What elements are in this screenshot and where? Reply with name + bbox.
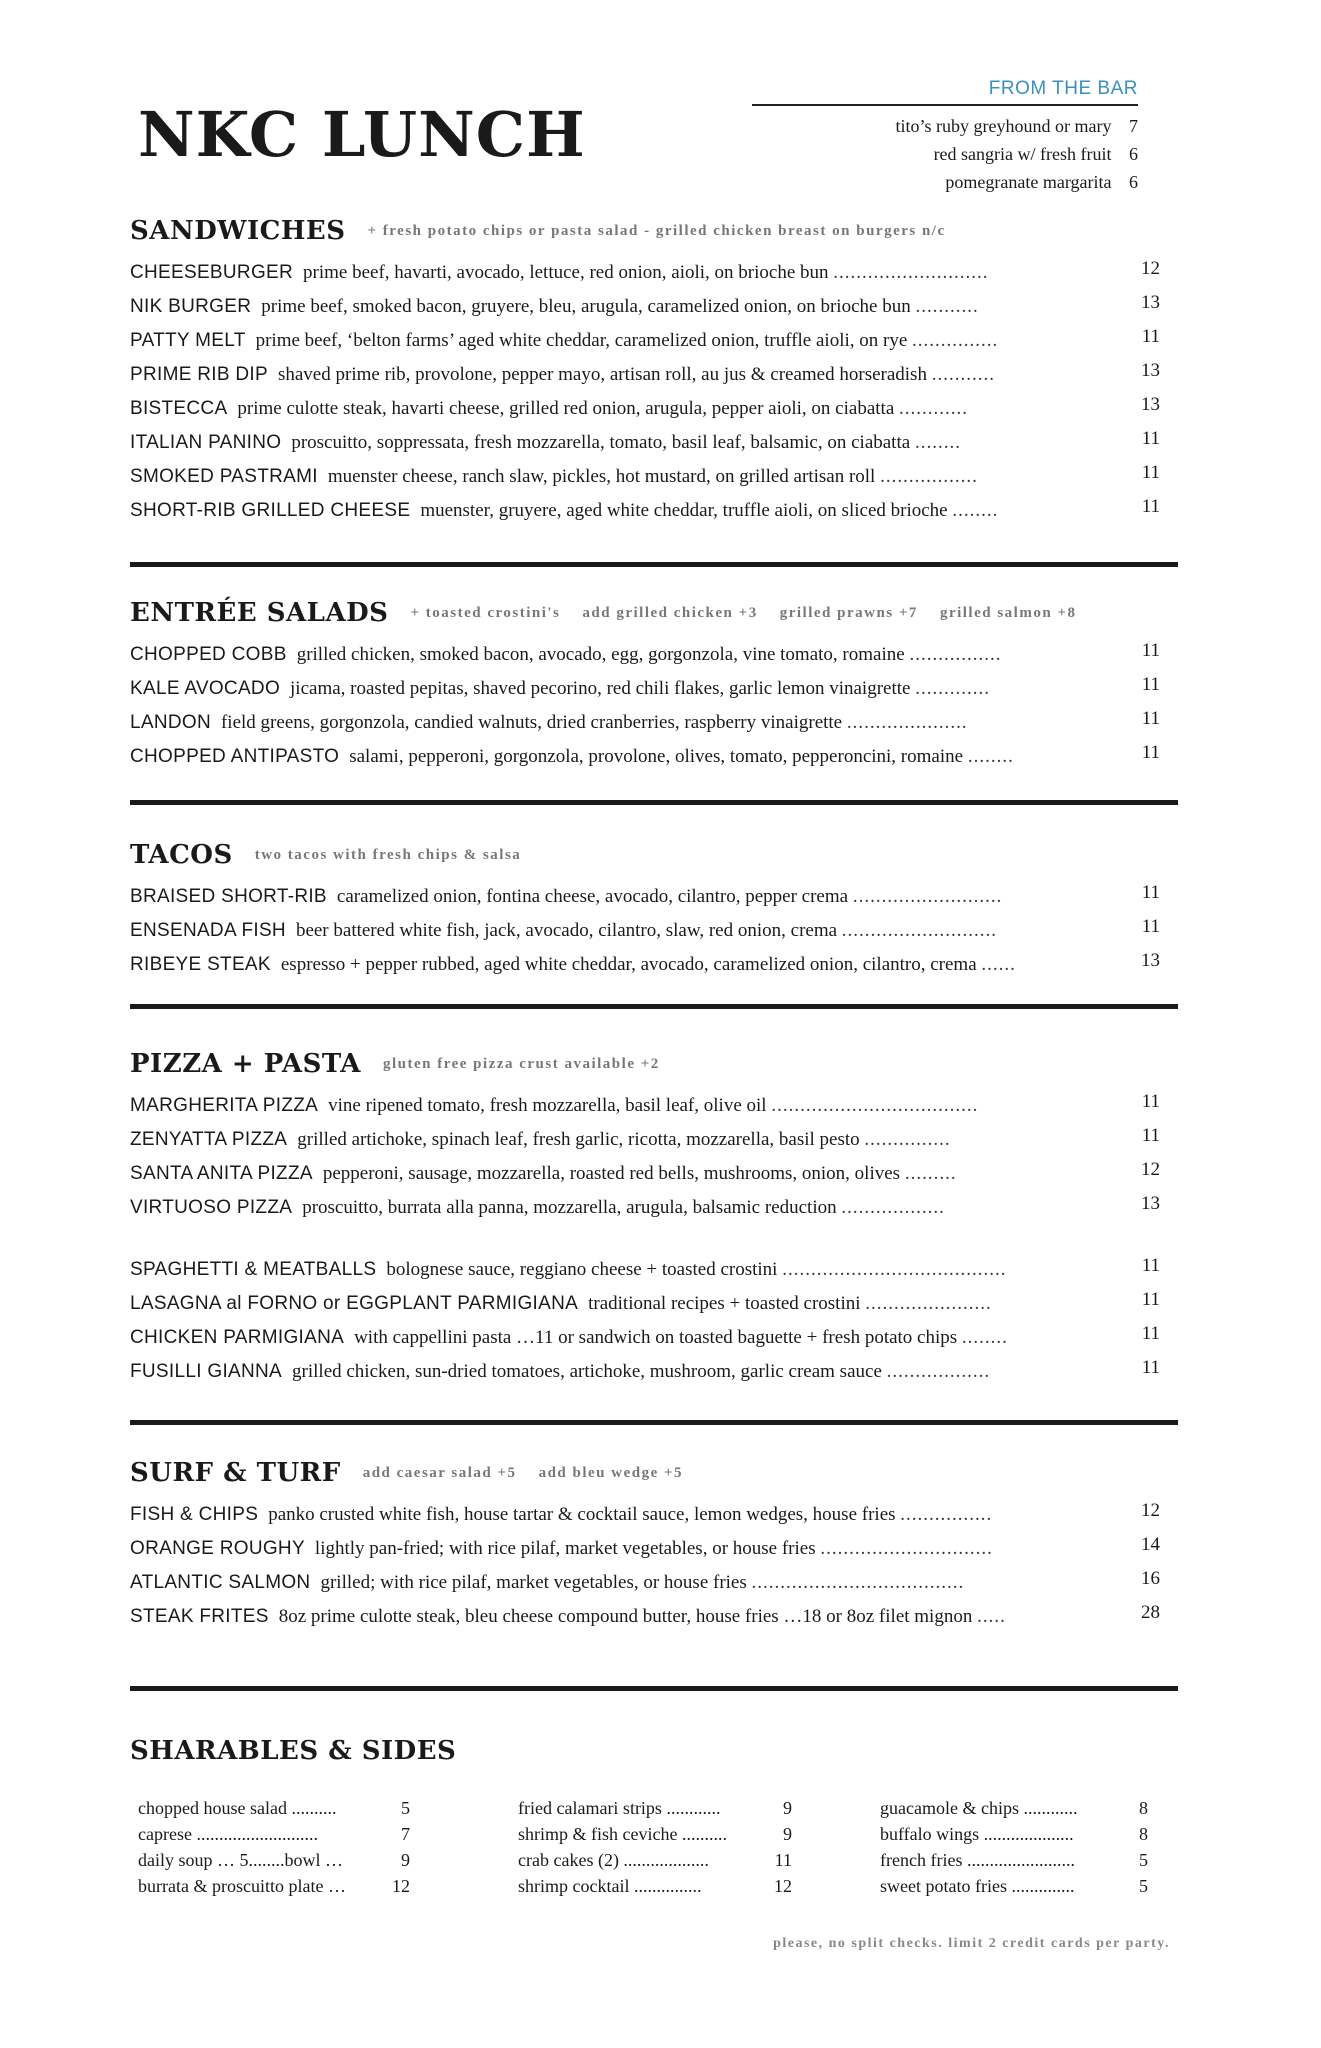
item-description: vine ripened tomato, fresh mozzarella, basil leaf, olive oil <box>328 1095 767 1116</box>
section-salads <box>130 598 1178 774</box>
note-text: grilled salmon +8 <box>939 605 1077 621</box>
bar-item-name: tito’s ruby greyhound or mary <box>895 116 1112 136</box>
dot-leader: ........ <box>952 500 999 521</box>
dot-leader: ..... <box>977 1606 1006 1627</box>
item-description: prime culotte steak, havarti cheese, grilled red onion, arugula, pepper aioli, on ciabatta <box>237 398 895 419</box>
side-item-name: shrimp cocktail ............... <box>518 1876 702 1896</box>
side-item <box>518 1795 792 1821</box>
dot-leader: ........... <box>931 364 995 385</box>
section-note <box>363 1465 705 1482</box>
item-name: MARGHERITA PIZZA <box>130 1095 319 1116</box>
side-item <box>138 1873 410 1899</box>
side-item <box>880 1795 1148 1821</box>
menu-item <box>130 740 1178 774</box>
item-name: BISTECCA <box>130 398 228 419</box>
side-item-price: 9 <box>783 1824 792 1844</box>
menu-list <box>130 1498 1178 1634</box>
note-text: two tacos with fresh chips & salsa <box>254 847 522 863</box>
dot-leader: ................. <box>880 466 978 487</box>
menu-item <box>130 1157 1178 1191</box>
item-price: 12 <box>1141 1159 1160 1180</box>
item-description: lightly pan-fried; with rice pilaf, market vegetables, or house fries <box>314 1538 816 1559</box>
section-divider <box>130 1004 1178 1009</box>
item-price: 13 <box>1141 360 1160 381</box>
menu-item <box>130 256 1178 290</box>
side-item-name: french fries ........................ <box>880 1850 1075 1870</box>
item-price: 12 <box>1141 1500 1160 1521</box>
item-description: grilled artichoke, spinach leaf, fresh garlic, ricotta, mozzarella, basil pesto <box>297 1129 860 1150</box>
item-name: LANDON <box>130 712 211 733</box>
item-name: ATLANTIC SALMON <box>130 1572 311 1593</box>
dot-leader: .......................... <box>852 886 1003 907</box>
item-price: 11 <box>1141 674 1160 695</box>
bar-item-price: 7 <box>1129 116 1138 136</box>
menu-list <box>130 1253 1178 1389</box>
item-description: salami, pepperoni, gorgonzola, provolone, olives, tomato, pepperoncini, romaine <box>349 746 964 767</box>
bar-item <box>752 168 1138 196</box>
side-item-price: 9 <box>783 1798 792 1818</box>
side-item-name: sweet potato fries .............. <box>880 1876 1075 1896</box>
item-name: CHOPPED ANTIPASTO <box>130 746 340 767</box>
dot-leader: ................ <box>909 644 1002 665</box>
sides-column-2 <box>518 1795 792 1899</box>
item-name: SANTA ANITA PIZZA <box>130 1163 313 1184</box>
item-price: 11 <box>1141 428 1160 449</box>
menu-item <box>130 1191 1178 1225</box>
bar-item-price: 6 <box>1129 172 1138 192</box>
menu-item <box>130 1498 1178 1532</box>
note-text: + toasted crostini's <box>410 605 561 621</box>
footer-note: please, no split checks. limit 2 credit cards per party. <box>773 1936 1170 1951</box>
side-item-price: 9 <box>401 1850 410 1870</box>
item-name: KALE AVOCADO <box>130 678 281 699</box>
menu-item <box>130 880 1178 914</box>
bar-list <box>752 112 1138 196</box>
item-name: VIRTUOSO PIZZA <box>130 1197 293 1218</box>
sides-column-3 <box>880 1795 1148 1899</box>
side-item-price: 12 <box>774 1876 792 1896</box>
menu-item <box>130 948 1178 982</box>
side-item <box>518 1847 792 1873</box>
dot-leader: .................. <box>841 1197 945 1218</box>
item-price: 11 <box>1141 640 1160 661</box>
section-title: ENTRÉE SALADS <box>130 598 389 628</box>
dot-leader: ........................... <box>833 262 989 283</box>
menu-item <box>130 426 1178 460</box>
dot-leader: ............. <box>915 678 990 699</box>
side-item-name: shrimp & fish ceviche .......... <box>518 1824 727 1844</box>
side-item-price: 5 <box>1139 1876 1148 1896</box>
menu-list <box>130 256 1178 528</box>
item-price: 14 <box>1141 1534 1160 1555</box>
side-item <box>880 1821 1148 1847</box>
section-header <box>130 1049 1178 1089</box>
sides-column-1 <box>138 1795 410 1899</box>
side-item-name: fried calamari strips ............ <box>518 1798 721 1818</box>
item-price: 13 <box>1141 394 1160 415</box>
menu-item <box>130 494 1178 528</box>
dot-leader: ........... <box>915 296 979 317</box>
menu-item <box>130 324 1178 358</box>
side-item <box>880 1873 1148 1899</box>
dot-leader: ........ <box>914 432 961 453</box>
item-name: SPAGHETTI & MEATBALLS <box>130 1259 377 1280</box>
dot-leader: ............... <box>864 1129 951 1150</box>
side-item-price: 12 <box>392 1876 410 1896</box>
section-note <box>410 605 1098 622</box>
menu-item <box>130 1089 1178 1123</box>
side-item <box>138 1795 410 1821</box>
item-price: 11 <box>1141 742 1160 763</box>
item-price: 11 <box>1141 882 1160 903</box>
item-name: PRIME RIB DIP <box>130 364 268 385</box>
side-item-price: 5 <box>401 1798 410 1818</box>
note-text: add grilled chicken +3 <box>582 605 758 621</box>
item-name: RIBEYE STEAK <box>130 954 271 975</box>
dot-leader: .................. <box>886 1361 991 1382</box>
dot-leader: ............... <box>912 330 999 351</box>
section-note <box>255 847 544 864</box>
section-tacos <box>130 840 1178 982</box>
item-description: 8oz prime culotte steak, bleu cheese compound butter, house fries …18 or 8oz filet mignon <box>278 1606 973 1627</box>
menu-item <box>130 1321 1178 1355</box>
menu-item <box>130 392 1178 426</box>
item-price: 16 <box>1141 1568 1160 1589</box>
dot-leader: ....................................... <box>782 1259 1007 1280</box>
menu-item <box>130 290 1178 324</box>
item-price: 13 <box>1141 1193 1160 1214</box>
item-description: beer battered white fish, jack, avocado, cilantro, slaw, red onion, crema <box>295 920 838 941</box>
section-title: SHARABLES & SIDES <box>130 1736 457 1766</box>
menu-list <box>130 638 1178 774</box>
dot-leader: ..................................... <box>751 1572 965 1593</box>
item-price: 11 <box>1141 1091 1160 1112</box>
item-name: SHORT-RIB GRILLED CHEESE <box>130 500 411 521</box>
item-name: ENSENADA FISH <box>130 920 286 941</box>
side-item-name: chopped house salad .......... <box>138 1798 337 1818</box>
item-name: CHICKEN PARMIGIANA <box>130 1327 345 1348</box>
item-description: pepperoni, sausage, mozzarella, roasted red bells, mushrooms, onion, olives <box>322 1163 901 1184</box>
note-text: grilled prawns +7 <box>779 605 918 621</box>
menu-item <box>130 358 1178 392</box>
section-divider <box>130 1686 1178 1691</box>
item-name: NIK BURGER <box>130 296 252 317</box>
section-header <box>130 1458 1178 1498</box>
dot-leader: ................ <box>900 1504 993 1525</box>
section-sandwiches <box>130 216 1178 528</box>
item-name: SMOKED PASTRAMI <box>130 466 318 487</box>
menu-item <box>130 1253 1178 1287</box>
bar-item-name: red sangria w/ fresh fruit <box>933 144 1112 164</box>
dot-leader: ........................... <box>841 920 998 941</box>
bar-heading: FROM THE BAR <box>988 78 1138 99</box>
side-item <box>880 1847 1148 1873</box>
item-price: 11 <box>1141 462 1160 483</box>
item-description: bolognese sauce, reggiano cheese + toasted crostini <box>386 1259 778 1280</box>
side-item-price: 11 <box>774 1850 792 1870</box>
item-description: proscuitto, burrata alla panna, mozzarella, arugula, balsamic reduction <box>302 1197 837 1218</box>
note-text: add caesar salad +5 <box>362 1465 517 1481</box>
section-title: PIZZA + PASTA <box>130 1049 361 1079</box>
bar-item <box>752 112 1138 140</box>
item-description: traditional recipes + toasted crostini <box>588 1293 861 1314</box>
item-description: prime beef, smoked bacon, gruyere, bleu, arugula, caramelized onion, on brioche bun <box>261 296 911 317</box>
item-description: jicama, roasted pepitas, shaved pecorino, red chili flakes, garlic lemon vinaigrette <box>290 678 911 699</box>
dot-leader: .................................... <box>771 1095 979 1116</box>
bar-item-price: 6 <box>1129 144 1138 164</box>
side-item <box>138 1821 410 1847</box>
item-name: FUSILLI GIANNA <box>130 1361 283 1382</box>
dot-leader: ...... <box>981 954 1016 975</box>
section-header <box>130 840 1178 880</box>
section-pizza-pasta <box>130 1049 1178 1389</box>
item-price: 11 <box>1141 1255 1160 1276</box>
item-name: CHOPPED COBB <box>130 644 287 665</box>
menu-item <box>130 914 1178 948</box>
menu-item <box>130 706 1178 740</box>
section-header <box>130 216 1178 256</box>
menu-item <box>130 672 1178 706</box>
section-title: TACOS <box>130 840 233 870</box>
item-description: grilled chicken, smoked bacon, avocado, egg, gorgonzola, vine tomato, romaine <box>296 644 905 665</box>
item-description: muenster, gruyere, aged white cheddar, truffle aioli, on sliced brioche <box>420 500 948 521</box>
item-description: field greens, gorgonzola, candied walnuts, dried cranberries, raspberry vinaigrette <box>220 712 843 733</box>
side-item <box>518 1821 792 1847</box>
menu-item <box>130 638 1178 672</box>
menu-item <box>130 1600 1178 1634</box>
item-price: 11 <box>1141 1289 1160 1310</box>
section-divider <box>130 800 1178 805</box>
item-price: 28 <box>1141 1602 1160 1623</box>
dot-leader: ........ <box>967 746 1014 767</box>
menu-item <box>130 1532 1178 1566</box>
item-description: proscuitto, soppressata, fresh mozzarella, tomato, basil leaf, balsamic, on ciabatta <box>291 432 911 453</box>
side-item-name: crab cakes (2) ................... <box>518 1850 709 1870</box>
section-title: SANDWICHES <box>130 216 346 246</box>
dot-leader: ..................... <box>846 712 968 733</box>
item-name: ORANGE ROUGHY <box>130 1538 305 1559</box>
section-surf-turf <box>130 1458 1178 1634</box>
item-description: espresso + pepper rubbed, aged white cheddar, avocado, caramelized onion, cilantro, crema <box>280 954 977 975</box>
bar-item <box>752 140 1138 168</box>
item-price: 11 <box>1141 916 1160 937</box>
item-description: caramelized onion, fontina cheese, avocado, cilantro, pepper crema <box>336 886 849 907</box>
item-price: 11 <box>1141 1125 1160 1146</box>
side-item-price: 5 <box>1139 1850 1148 1870</box>
item-price: 11 <box>1141 1323 1160 1344</box>
item-name: FISH & CHIPS <box>130 1504 259 1525</box>
note-text: gluten free pizza crust available +2 <box>382 1056 660 1072</box>
menu-item <box>130 1123 1178 1157</box>
section-header <box>130 1736 1178 1776</box>
menu-list <box>130 880 1178 982</box>
item-description: prime beef, ‘belton farms’ aged white cheddar, caramelized onion, truffle aioli, on rye <box>255 330 908 351</box>
item-price: 11 <box>1141 708 1160 729</box>
menu-item <box>130 1287 1178 1321</box>
item-description: grilled; with rice pilaf, market vegetables, or house fries <box>320 1572 747 1593</box>
bar-divider <box>752 104 1138 106</box>
note-text: + fresh potato chips or pasta salad - grilled chicken breast on burgers n/c <box>367 223 946 239</box>
item-name: ZENYATTA PIZZA <box>130 1129 288 1150</box>
item-name: CHEESEBURGER <box>130 262 294 283</box>
side-item-price: 7 <box>401 1824 410 1844</box>
bar-item-name: pomegranate margarita <box>945 172 1112 192</box>
item-description: prime beef, havarti, avocado, lettuce, red onion, aioli, on brioche bun <box>303 262 829 283</box>
dot-leader: ...................... <box>865 1293 992 1314</box>
item-name: PATTY MELT <box>130 330 246 351</box>
side-item-name: buffalo wings .................... <box>880 1824 1074 1844</box>
side-item <box>138 1847 410 1873</box>
item-price: 11 <box>1141 326 1160 347</box>
section-divider <box>130 1420 1178 1425</box>
menu-item <box>130 1355 1178 1389</box>
section-header <box>130 598 1178 638</box>
item-price: 11 <box>1141 496 1160 517</box>
dot-leader: ............ <box>899 398 968 419</box>
item-price: 11 <box>1141 1357 1160 1378</box>
section-title: SURF & TURF <box>130 1458 341 1488</box>
section-divider <box>130 562 1178 567</box>
side-item-name: burrata & proscuitto plate … <box>138 1876 346 1896</box>
menu-item <box>130 1566 1178 1600</box>
dot-leader: ........ <box>961 1327 1008 1348</box>
item-description: shaved prime rib, provolone, pepper mayo, artisan roll, au jus & creamed horseradish <box>277 364 927 385</box>
item-price: 12 <box>1141 258 1160 279</box>
item-name: STEAK FRITES <box>130 1606 269 1627</box>
side-item-price: 8 <box>1139 1798 1148 1818</box>
section-sides <box>130 1736 1178 1776</box>
section-note <box>367 223 967 240</box>
item-description: panko crusted white fish, house tartar & cocktail sauce, lemon wedges, house fries <box>268 1504 896 1525</box>
item-name: BRAISED SHORT-RIB <box>130 886 327 907</box>
side-item-name: caprese ........................... <box>138 1824 318 1844</box>
item-description: with cappellini pasta …11 or sandwich on toasted baguette + fresh potato chips <box>354 1327 958 1348</box>
item-description: grilled chicken, sun-dried tomatoes, artichoke, mushroom, garlic cream sauce <box>292 1361 882 1382</box>
menu-item <box>130 460 1178 494</box>
item-description: muenster cheese, ranch slaw, pickles, hot mustard, on grilled artisan roll <box>327 466 876 487</box>
page-title: NKC LUNCH <box>138 98 586 171</box>
dot-leader: .............................. <box>820 1538 993 1559</box>
side-item-name: daily soup … 5........bowl … <box>138 1850 343 1870</box>
side-item-price: 8 <box>1139 1824 1148 1844</box>
menu-list <box>130 1089 1178 1225</box>
note-text: add bleu wedge +5 <box>538 1465 684 1481</box>
item-name: LASAGNA al FORNO or EGGPLANT PARMIGIANA <box>130 1293 579 1314</box>
item-name: ITALIAN PANINO <box>130 432 282 453</box>
side-item-name: guacamole & chips ............ <box>880 1798 1078 1818</box>
item-price: 13 <box>1141 292 1160 313</box>
dot-leader: ......... <box>904 1163 957 1184</box>
item-price: 13 <box>1141 950 1160 971</box>
side-item <box>518 1873 792 1899</box>
section-note <box>383 1056 682 1073</box>
